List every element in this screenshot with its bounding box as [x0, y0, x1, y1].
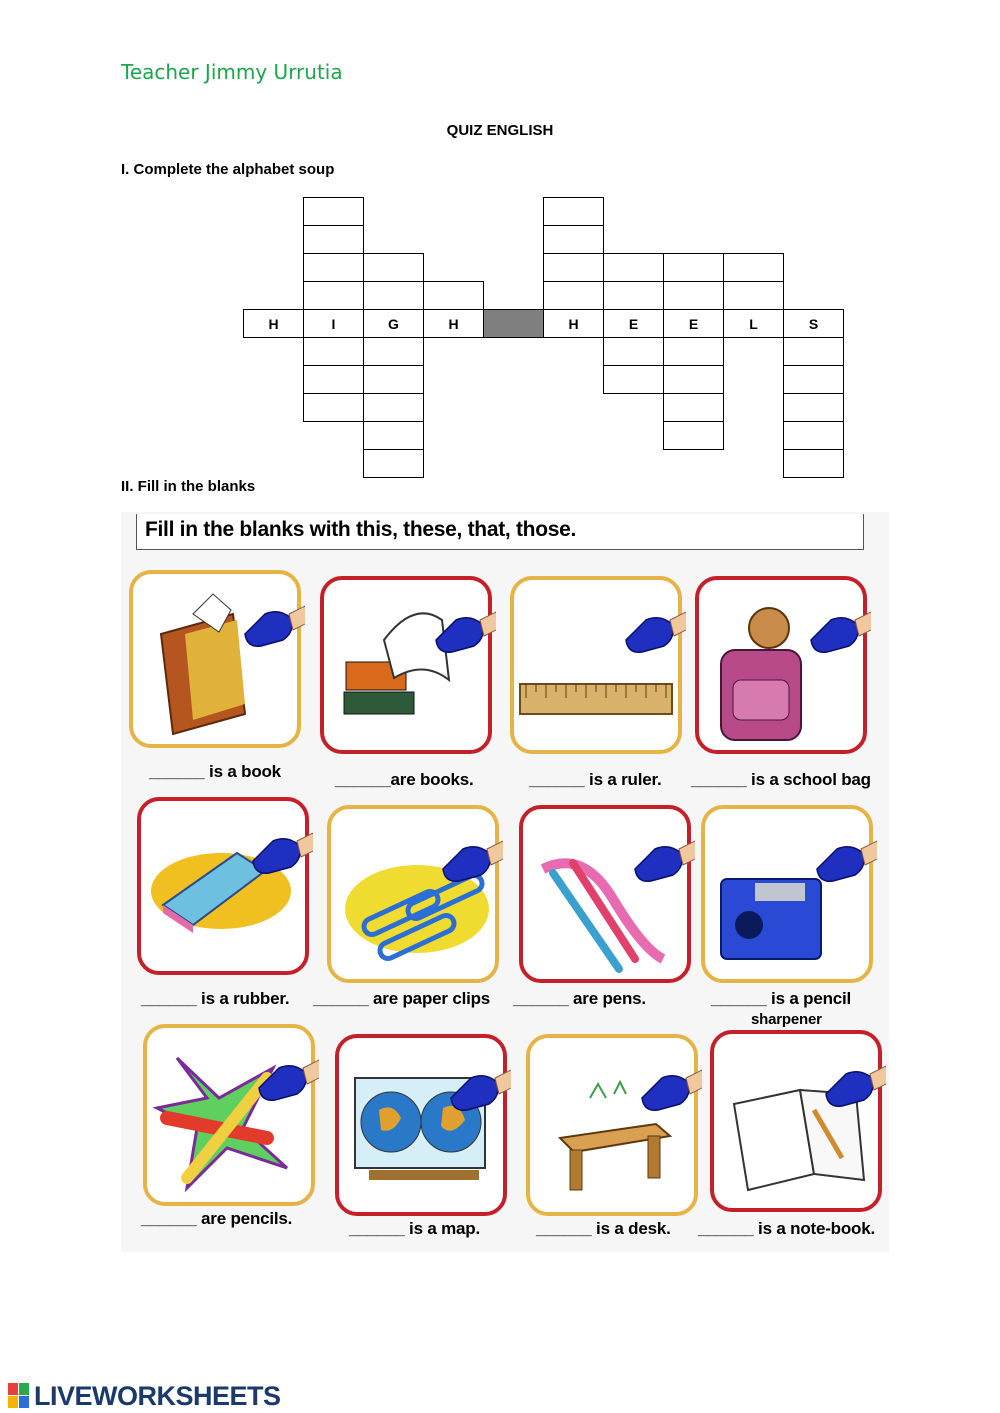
crossword-letter-cell: E [603, 309, 664, 338]
desk-icon [530, 1038, 702, 1220]
crossword-blank-cell[interactable] [303, 253, 364, 282]
picture-card [701, 805, 873, 983]
caption-blank[interactable]: ______ are pencils. [141, 1209, 293, 1228]
crossword-blank-cell[interactable] [783, 421, 844, 450]
crossword-blank-cell[interactable] [663, 421, 724, 450]
worksheet-image [121, 512, 889, 1252]
section-heading-alphabet-soup: I. Complete the alphabet soup [121, 161, 335, 178]
crossword-letter-cell: I [303, 309, 364, 338]
page-title: QUIZ ENGLISH [446, 122, 554, 139]
crossword-blank-cell[interactable] [363, 365, 424, 394]
liveworksheets-logo [8, 1380, 281, 1412]
school-bag-icon [699, 580, 871, 758]
crossword-blank-cell[interactable] [543, 253, 604, 282]
caption-blank[interactable]: ______ are pens. [513, 989, 646, 1008]
book-icon [133, 574, 305, 752]
caption-blank[interactable]: ______ is a school bag [691, 770, 871, 789]
caption-blank[interactable]: ______ is a rubber. [141, 989, 290, 1008]
crossword-letter-cell: S [783, 309, 844, 338]
teacher-name: Teacher Jimmy Urrutia [121, 60, 343, 84]
crossword-blank-cell[interactable] [363, 281, 424, 310]
liveworksheets-brand: LIVEWORKSHEETS [34, 1380, 281, 1411]
crossword-blank-cell[interactable] [303, 281, 364, 310]
crossword-blank-cell[interactable] [663, 337, 724, 366]
picture-card [710, 1030, 882, 1212]
crossword-blank-cell[interactable] [303, 197, 364, 226]
caption-blank[interactable]: ______ is a ruler. [529, 770, 662, 789]
crossword-blank-cell[interactable] [663, 393, 724, 422]
rubber-icon [141, 801, 313, 979]
caption-blank[interactable]: ______ is a note-book. [698, 1219, 876, 1238]
crossword-blank-cell[interactable] [543, 281, 604, 310]
caption-blank[interactable]: ______ are paper clips [313, 989, 491, 1008]
map-icon [339, 1038, 511, 1220]
pencils-icon [147, 1028, 319, 1210]
crossword-letter-cell: H [543, 309, 604, 338]
crossword-letter-cell: L [723, 309, 784, 338]
crossword-blank-cell[interactable] [783, 449, 844, 478]
crossword-blank-cell[interactable] [363, 337, 424, 366]
crossword-separator-cell [483, 309, 544, 338]
caption-blank[interactable]: ______ is a pencil [711, 989, 852, 1008]
crossword-blank-cell[interactable] [543, 197, 604, 226]
crossword-letter-cell: G [363, 309, 424, 338]
crossword-blank-cell[interactable] [603, 253, 664, 282]
liveworksheets-logo-icon [8, 1383, 30, 1409]
crossword-blank-cell[interactable] [363, 449, 424, 478]
crossword-blank-cell[interactable] [723, 281, 784, 310]
crossword-blank-cell[interactable] [363, 253, 424, 282]
caption-blank[interactable]: ______ is a book [149, 762, 281, 781]
crossword-blank-cell[interactable] [663, 253, 724, 282]
crossword-blank-cell[interactable] [603, 365, 664, 394]
crossword-blank-cell[interactable] [363, 393, 424, 422]
crossword-blank-cell[interactable] [603, 337, 664, 366]
sharpener-icon [705, 809, 877, 987]
crossword-blank-cell[interactable] [783, 393, 844, 422]
crossword-blank-cell[interactable] [603, 281, 664, 310]
picture-card [143, 1024, 315, 1206]
crossword-blank-cell[interactable] [663, 281, 724, 310]
picture-card [510, 576, 682, 754]
section-heading-fill-blanks: II. Fill in the blanks [121, 478, 256, 495]
paper-clips-icon [331, 809, 503, 987]
crossword-blank-cell[interactable] [363, 421, 424, 450]
crossword-blank-cell[interactable] [663, 365, 724, 394]
crossword-blank-cell[interactable] [723, 253, 784, 282]
picture-card [327, 805, 499, 983]
caption-blank[interactable]: ______are books. [335, 770, 474, 789]
crossword-letter-cell: H [423, 309, 484, 338]
worksheet-instruction: Fill in the blanks with this, these, that, those. [136, 514, 864, 550]
picture-card [695, 576, 867, 754]
caption-continuation: sharpener [751, 1011, 822, 1028]
pens-icon [523, 809, 695, 987]
crossword-blank-cell[interactable] [303, 365, 364, 394]
crossword-blank-cell[interactable] [543, 225, 604, 254]
picture-card [137, 797, 309, 975]
crossword-blank-cell[interactable] [783, 365, 844, 394]
crossword-blank-cell[interactable] [303, 225, 364, 254]
crossword-blank-cell[interactable] [423, 281, 484, 310]
crossword-blank-cell[interactable] [783, 337, 844, 366]
ruler-icon [514, 580, 686, 758]
crossword-letter-cell: E [663, 309, 724, 338]
picture-card [320, 576, 492, 754]
books-icon [324, 580, 496, 758]
notebook-icon [714, 1034, 886, 1216]
caption-blank[interactable]: ______ is a desk. [536, 1219, 671, 1238]
picture-card [129, 570, 301, 748]
picture-card [526, 1034, 698, 1216]
crossword-blank-cell[interactable] [303, 337, 364, 366]
crossword-blank-cell[interactable] [303, 393, 364, 422]
crossword-letter-cell: H [243, 309, 304, 338]
caption-blank[interactable]: ______ is a map. [349, 1219, 481, 1238]
picture-card [519, 805, 691, 983]
picture-card [335, 1034, 507, 1216]
